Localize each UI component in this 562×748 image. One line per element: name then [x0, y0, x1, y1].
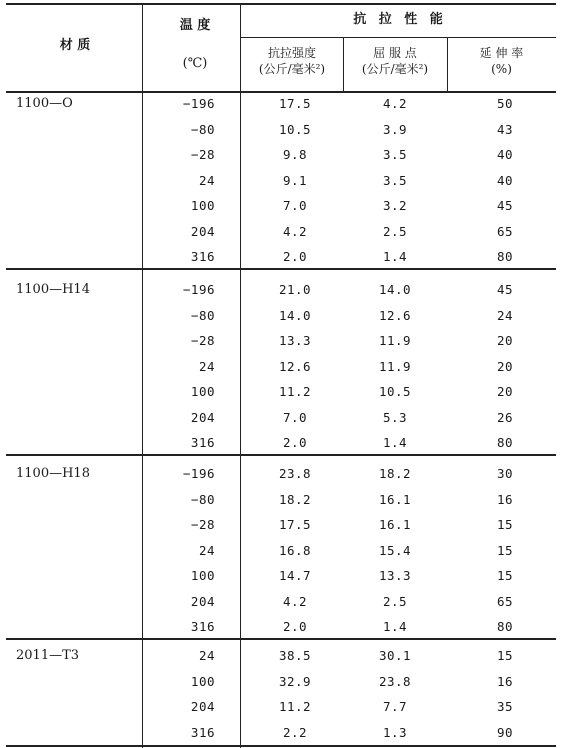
elongation-cell: 15	[496, 568, 514, 583]
yield-point-cell: 3.5	[382, 172, 408, 188]
elongation-cell: 45	[496, 198, 514, 213]
elongation-cell: 80	[496, 619, 514, 634]
tensile-strength-cell: 18.2	[278, 491, 312, 507]
column-divider-temp	[240, 4, 241, 748]
header-bottom-rule	[6, 91, 556, 93]
elongation-cell: 65	[496, 223, 514, 239]
elongation-cell: 80	[496, 249, 514, 264]
tensile-strength-cell: 2.2	[282, 724, 308, 740]
yield-point-cell: 16.1	[378, 517, 412, 532]
temperature-cell: 24	[198, 648, 215, 663]
tensile-strength-cell: 32.9	[278, 673, 312, 689]
temperature-cell: 316	[190, 249, 215, 264]
tensile-strength-cell: 2.0	[282, 249, 308, 264]
elongation-cell: 50	[496, 96, 514, 111]
tensile-strength-cell: 7.0	[282, 198, 308, 213]
yield-point-cell: 1.4	[382, 435, 408, 450]
temperature-cell: −28	[190, 517, 215, 532]
yield-point-cell: 5.3	[382, 409, 408, 425]
material-name: 1100—H18	[16, 466, 90, 481]
yield-point-cell: 3.2	[382, 198, 408, 213]
tensile-strength-cell: 16.8	[278, 542, 312, 558]
temperature-cell: −196	[182, 96, 215, 111]
temperature-cell: −80	[190, 491, 215, 507]
temperature-cell: 204	[190, 223, 215, 239]
elongation-cell: 30	[496, 466, 514, 481]
elongation-cell: 35	[496, 699, 514, 714]
temperature-cell: 316	[190, 724, 215, 740]
tensile-strength-cell: 23.8	[278, 466, 312, 481]
elongation-cell: 40	[496, 172, 514, 188]
tensile-strength-cell: 11.2	[278, 384, 312, 399]
group-divider-3	[6, 638, 556, 640]
temperature-cell: −28	[190, 147, 215, 162]
elongation-cell: 43	[496, 121, 514, 137]
elongation-cell: 26	[496, 409, 514, 425]
temperature-cell: 100	[190, 198, 215, 213]
yield-point-cell: 13.3	[378, 568, 412, 583]
column-divider-material	[142, 4, 143, 748]
group-divider-2	[6, 454, 556, 456]
yield-point-cell: 30.1	[378, 648, 412, 663]
temperature-cell: −28	[190, 333, 215, 348]
material-name: 1100—O	[16, 96, 73, 111]
yield-point-unit: (公斤/毫米²)	[361, 62, 429, 76]
temperature-cell: 316	[190, 435, 215, 450]
yield-point-cell: 11.9	[378, 333, 412, 348]
yield-point-cell: 3.9	[382, 121, 408, 137]
tensile-strength-cell: 17.5	[278, 96, 312, 111]
temperature-cell: −196	[182, 282, 215, 297]
yield-point-cell: 15.4	[378, 542, 412, 558]
tensile-strength-unit: (公斤/毫米²)	[258, 62, 326, 76]
elongation-cell: 15	[496, 517, 514, 532]
temperature-cell: 100	[190, 568, 215, 583]
elongation-cell: 80	[496, 435, 514, 450]
elongation-cell: 15	[496, 542, 514, 558]
elongation-cell: 16	[496, 673, 514, 689]
tensile-strength-cell: 7.0	[282, 409, 308, 425]
yield-point-cell: 10.5	[378, 384, 412, 399]
yield-point-cell: 11.9	[378, 358, 412, 374]
yield-point-cell: 7.7	[382, 699, 408, 714]
temperature-cell: 100	[190, 384, 215, 399]
elongation-cell: 15	[496, 648, 514, 663]
temperature-cell: 316	[190, 619, 215, 634]
tensile-strength-cell: 21.0	[278, 282, 312, 297]
tensile-strength-cell: 38.5	[278, 648, 312, 663]
temp-unit: (℃)	[182, 56, 208, 71]
elongation-header: 延 伸 率	[479, 46, 524, 60]
yield-point-cell: 16.1	[378, 491, 412, 507]
yield-point-cell: 4.2	[382, 96, 408, 111]
tensile-strength-cell: 11.2	[278, 699, 312, 714]
temperature-cell: 24	[198, 358, 215, 374]
temperature-cell: 24	[198, 172, 215, 188]
elongation-cell: 24	[496, 307, 514, 323]
tensile-strength-cell: 4.2	[282, 593, 308, 609]
temperature-cell: 204	[190, 699, 215, 714]
group-divider-1	[6, 268, 556, 270]
tensile-group-header: 抗 拉 性 能	[353, 12, 447, 27]
elongation-cell: 16	[496, 491, 514, 507]
yield-point-cell: 1.4	[382, 619, 408, 634]
material-header: 材 质	[59, 38, 91, 53]
tensile-strength-cell: 14.0	[278, 307, 312, 323]
tensile-strength-cell: 13.3	[278, 333, 312, 348]
temp-header: 温 度	[179, 18, 211, 33]
yield-point-header: 屈 服 点	[373, 46, 417, 60]
temperature-cell: −80	[190, 121, 215, 137]
tensile-strength-cell: 4.2	[282, 223, 308, 239]
temperature-cell: 204	[190, 593, 215, 609]
yield-point-cell: 1.3	[382, 724, 408, 740]
yield-point-cell: 3.5	[382, 147, 408, 162]
elongation-cell: 65	[496, 593, 514, 609]
elongation-cell: 20	[496, 384, 514, 399]
tensile-strength-cell: 10.5	[278, 121, 312, 137]
tensile-strength-cell: 9.8	[282, 147, 308, 162]
yield-point-cell: 23.8	[378, 673, 412, 689]
temperature-cell: 100	[190, 673, 215, 689]
temperature-cell: 24	[198, 542, 215, 558]
elongation-cell: 20	[496, 358, 514, 374]
yield-point-cell: 1.4	[382, 249, 408, 264]
tensile-strength-cell: 17.5	[278, 517, 312, 532]
elongation-cell: 20	[496, 333, 514, 348]
table-top-rule	[6, 3, 556, 5]
yield-point-cell: 12.6	[378, 307, 412, 323]
yield-point-cell: 18.2	[378, 466, 412, 481]
material-name: 2011—T3	[16, 648, 80, 663]
tensile-strength-cell: 14.7	[278, 568, 312, 583]
tensile-strength-cell: 2.0	[282, 435, 308, 450]
tensile-strength-header: 抗拉强度	[267, 46, 316, 60]
elongation-unit: (%)	[491, 62, 512, 76]
tensile-strength-cell: 12.6	[278, 358, 312, 374]
elongation-cell: 90	[496, 724, 514, 740]
temperature-cell: 204	[190, 409, 215, 425]
temperature-cell: −80	[190, 307, 215, 323]
tensile-strength-cell: 9.1	[282, 172, 308, 188]
table-bottom-rule	[6, 745, 556, 747]
elongation-cell: 40	[496, 147, 514, 162]
yield-point-cell: 14.0	[378, 282, 412, 297]
yield-point-cell: 2.5	[382, 593, 408, 609]
elongation-cell: 45	[496, 282, 514, 297]
tensile-strength-cell: 2.0	[282, 619, 308, 634]
group-header-rule	[240, 37, 556, 38]
yield-point-cell: 2.5	[382, 223, 408, 239]
temperature-cell: −196	[182, 466, 215, 481]
material-name: 1100—H14	[16, 282, 90, 297]
